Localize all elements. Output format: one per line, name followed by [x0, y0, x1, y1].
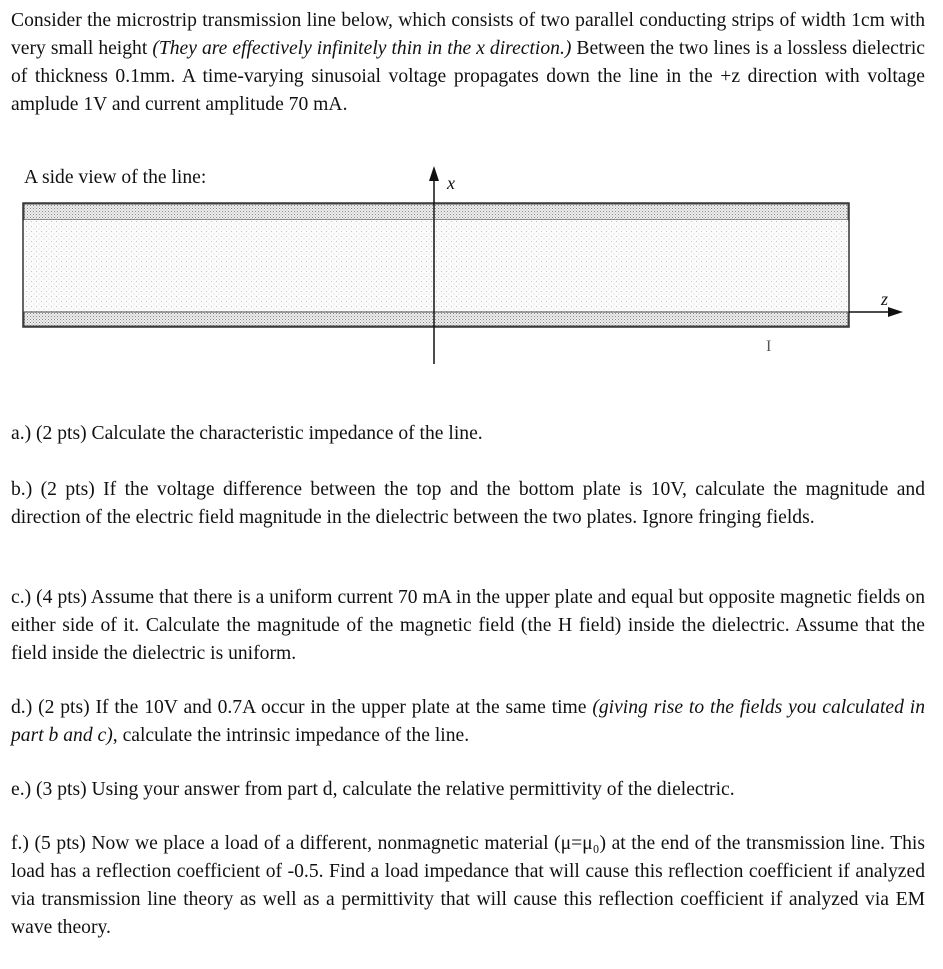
intro-text-2: Between the two lines is a lossless dielectric of thickness 0.1mm. A time-varying sinusoial voltage propagates down the line in the +z direction with voltage amplude 1V and current amplitude 70 mA.	[11, 38, 925, 115]
question-a: a.) (2 pts) Calculate the characteristic impedance of the line.	[11, 423, 483, 444]
microstrip-side-view-figure	[0, 160, 943, 370]
x-axis-label: x	[447, 173, 455, 193]
question-d-text-2: , calculate the intrinsic impedance of the line.	[112, 725, 470, 746]
x-axis-arrowhead	[429, 166, 439, 181]
text-cursor-icon: I	[766, 338, 772, 355]
z-axis-arrowhead	[888, 307, 903, 317]
question-d-italic: (giving rise to the fields you calculated in part b and c)	[11, 697, 925, 746]
question-c: c.) (4 pts) Assume that there is a uniform current 70 mA in the upper plate and equal but opposite magnetic fields on either side of it. Calculate the magnitude of the magnetic field (the H field) inside the dielectric. Assume that the field inside the dielectric is uniform.	[11, 587, 925, 664]
question-d	[11, 694, 925, 750]
top-conductor-strip	[24, 204, 848, 220]
intro-text-1: Consider the microstrip transmission line below, which consists of two parallel conducting strips of width 1cm with very small height	[11, 10, 925, 59]
z-axis-label: z	[881, 289, 889, 309]
problem-intro	[11, 7, 925, 119]
question-b: b.) (2 pts) If the voltage difference between the top and the bottom plate is 10V, calculate the magnitude and direction of the electric field magnitude in the dielectric between the two plates. Ignore fringing fields.	[11, 479, 925, 528]
question-f: f.) (5 pts) Now we place a load of a different, nonmagnetic material (μ=μ₀) at the end of the transmission line. This load has a reflection coefficient of -0.5. Find a load impedance that will cause this reflection coefficient if analyzed via transmission line theory as well as a permittivity that will cause this reflection coefficient if analyzed via EM wave theory.	[11, 833, 925, 938]
question-d-text-1: d.) (2 pts) If the 10V and 0.7A occur in the upper plate at the same time	[11, 697, 593, 718]
question-e: e.) (3 pts) Using your answer from part d, calculate the relative permittivity of the dielectric.	[11, 779, 735, 800]
microstrip-diagram	[0, 160, 943, 370]
bottom-conductor-strip	[24, 312, 848, 326]
intro-italic-note: (They are effectively infinitely thin in the x direction.)	[152, 38, 572, 59]
figure-caption: A side view of the line:	[24, 167, 207, 188]
dielectric-layer	[24, 220, 848, 312]
